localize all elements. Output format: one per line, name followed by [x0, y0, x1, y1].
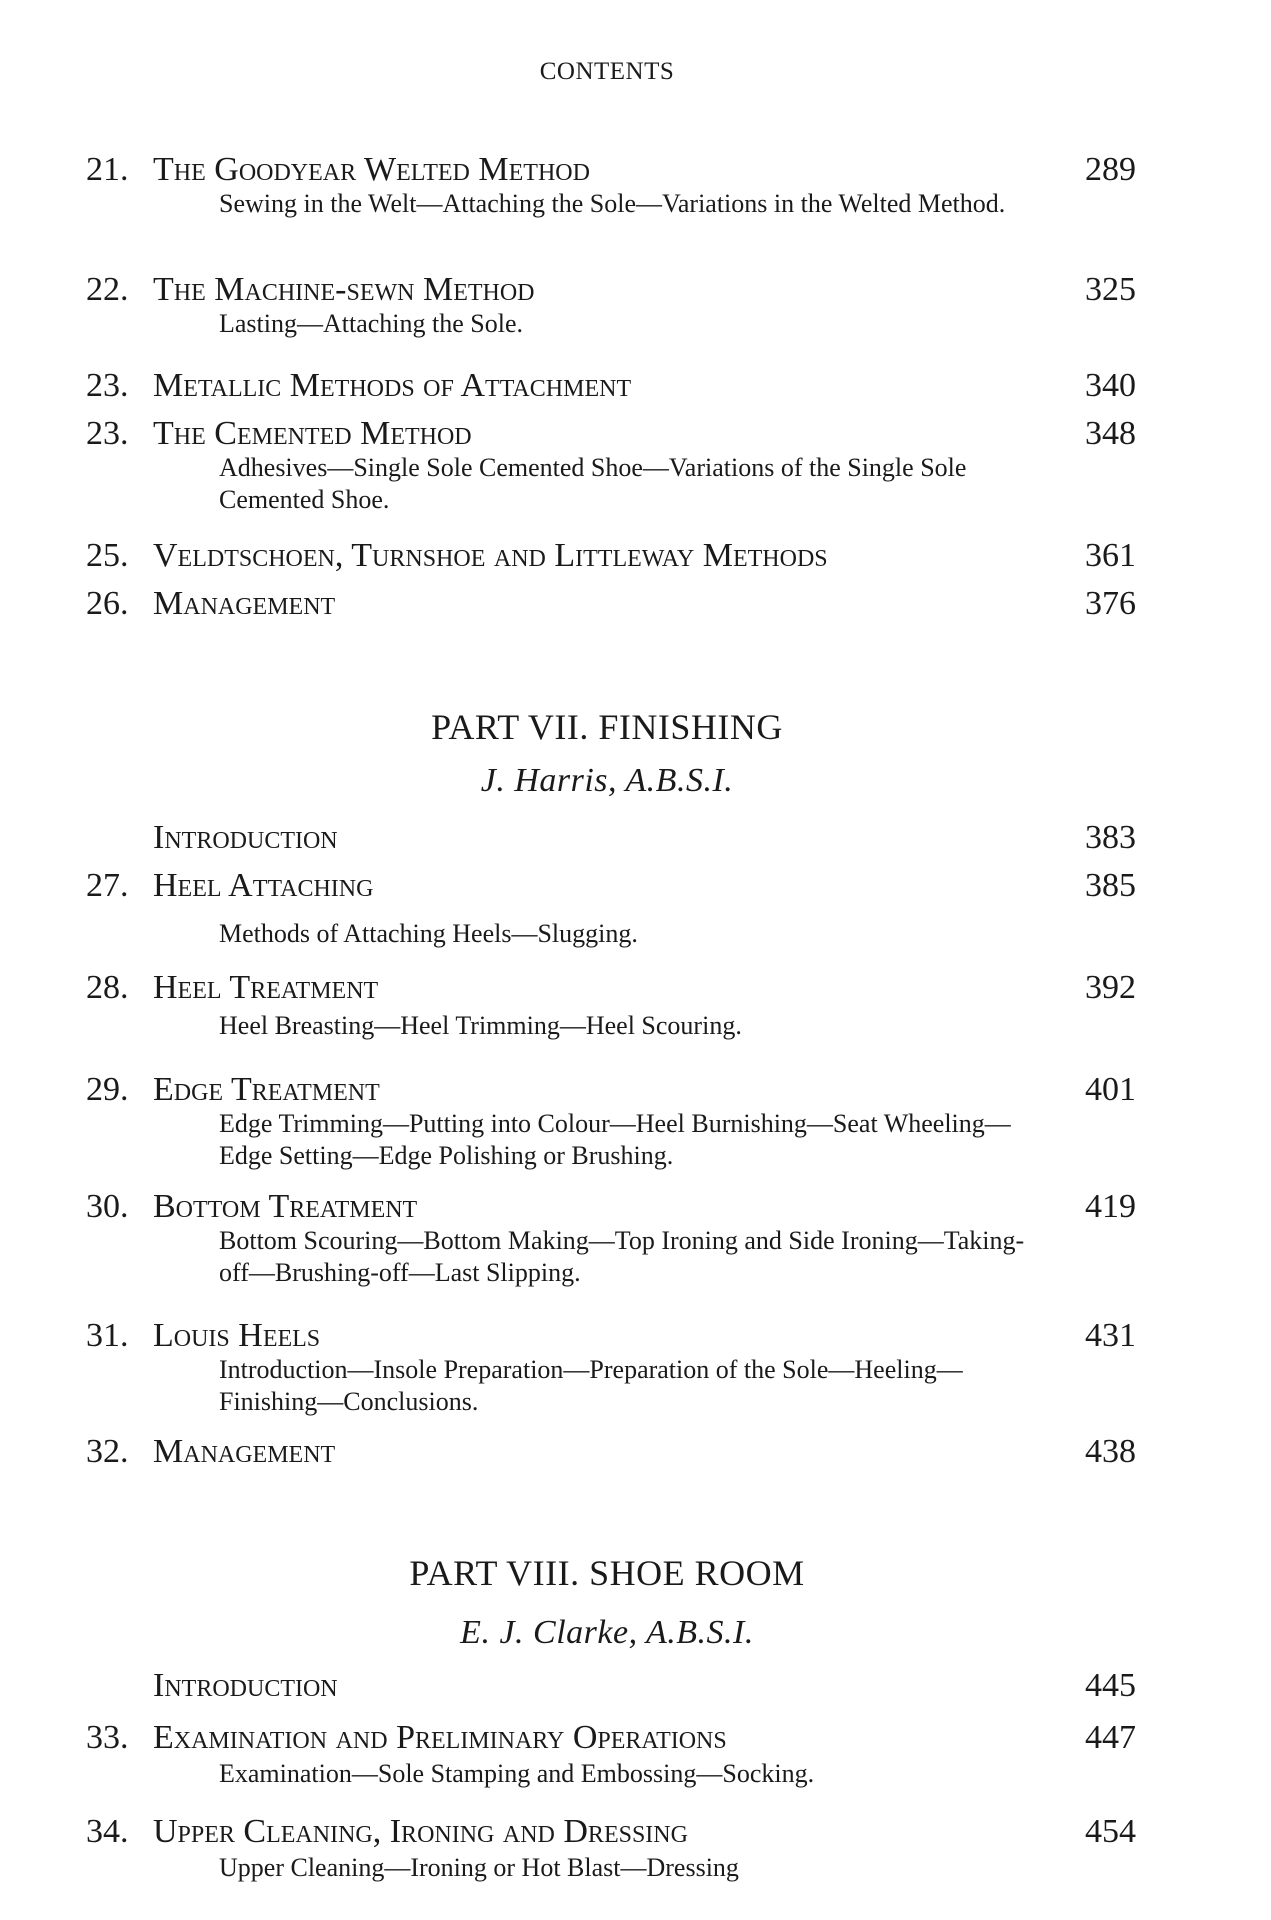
toc-entry[interactable] [0, 1187, 1271, 1287]
chapter-number: 31. [86, 1317, 129, 1354]
page-number: 431 [1085, 1317, 1136, 1354]
chapter-number: 28. [86, 969, 129, 1006]
chapter-title: The Machine-sewn Method [153, 271, 535, 308]
chapter-title: Edge Treatment [153, 1071, 380, 1108]
toc-entry[interactable] [0, 584, 1271, 624]
page-number: 438 [1085, 1433, 1136, 1470]
chapter-number: 25. [86, 537, 129, 574]
chapter-number: 22. [86, 271, 129, 308]
part-heading: PART VII. FINISHING [431, 707, 783, 747]
page-number: 348 [1085, 415, 1136, 452]
toc-entry[interactable] [0, 1432, 1271, 1472]
page-number: 325 [1085, 271, 1136, 308]
chapter-subtopics: Methods of Attaching Heels—Slugging. [219, 919, 638, 948]
page-number: 445 [1085, 1667, 1136, 1704]
chapter-title: Heel Attaching [153, 867, 374, 904]
chapter-number: 26. [86, 585, 129, 622]
chapter-subtopics: Sewing in the Welt—Attaching the Sole—Variations in the Welted Method. [219, 189, 1006, 218]
chapter-number: 34. [86, 1813, 129, 1850]
page-number: 289 [1085, 151, 1136, 188]
chapter-title: The Goodyear Welted Method [153, 151, 590, 188]
chapter-subtopics: Heel Breasting—Heel Trimming—Heel Scouring. [219, 1011, 742, 1040]
page-number: 401 [1085, 1071, 1136, 1108]
toc-entry[interactable] [0, 414, 1271, 514]
chapter-number: 29. [86, 1071, 129, 1108]
chapter-subtopics: Lasting—Attaching the Sole. [219, 309, 524, 338]
toc-entry[interactable] [0, 366, 1271, 406]
chapter-title: Metallic Methods of Attachment [153, 367, 632, 404]
chapter-number: 23. [86, 367, 129, 404]
toc-entry[interactable] [0, 1812, 1271, 1882]
chapter-title: The Cemented Method [153, 415, 472, 452]
chapter-title: Upper Cleaning, Ironing and Dressing [153, 1813, 688, 1850]
chapter-title: Management [153, 1433, 336, 1470]
part-author: E. J. Clarke, A.B.S.I. [460, 1614, 754, 1651]
toc-entry[interactable] [0, 1316, 1271, 1416]
page-number: 392 [1085, 969, 1136, 1006]
page-number: 447 [1085, 1719, 1136, 1756]
chapter-title: Introduction [153, 1667, 338, 1704]
page-number: 361 [1085, 537, 1136, 574]
toc-entry[interactable] [0, 536, 1271, 576]
chapter-title: Introduction [153, 819, 338, 856]
part-heading: PART VIII. SHOE ROOM [409, 1553, 805, 1593]
chapter-number: 21. [86, 151, 129, 188]
running-head: CONTENTS [539, 58, 675, 85]
chapter-title: Examination and Preliminary Operations [153, 1719, 727, 1756]
chapter-number: 32. [86, 1433, 129, 1470]
chapter-title: Heel Treatment [153, 969, 379, 1006]
page-number: 383 [1085, 819, 1136, 856]
toc-entry[interactable] [0, 270, 1271, 338]
toc-entry[interactable] [0, 818, 1271, 858]
chapter-subtopics: Edge Trimming—Putting into Colour—Heel Burnishing—Seat Wheeling—Edge Setting—Edge Polishing or Brushing. [219, 1109, 1011, 1170]
toc-entry[interactable] [0, 866, 1271, 948]
chapter-subtopics: Examination—Sole Stamping and Embossing—Socking. [219, 1759, 815, 1788]
chapter-subtopics: Bottom Scouring—Bottom Making—Top Ironing and Side Ironing—Taking-off—Brushing-off—Last Slipping. [219, 1226, 1025, 1287]
toc-entry[interactable] [0, 1070, 1271, 1170]
toc-entry[interactable] [0, 1666, 1271, 1706]
page-number: 376 [1085, 585, 1136, 622]
chapter-number: 27. [86, 867, 129, 904]
page-number: 454 [1085, 1813, 1136, 1850]
chapter-number: 23. [86, 415, 129, 452]
page-number: 340 [1085, 367, 1136, 404]
part-author: J. Harris, A.B.S.I. [480, 762, 734, 799]
chapter-number: 30. [86, 1188, 129, 1225]
chapter-subtopics: Upper Cleaning—Ironing or Hot Blast—Dressing [219, 1853, 739, 1882]
chapter-title: Bottom Treatment [153, 1188, 418, 1225]
page-number: 385 [1085, 867, 1136, 904]
chapter-title: Management [153, 585, 336, 622]
page-number: 419 [1085, 1188, 1136, 1225]
toc-entry[interactable] [0, 1718, 1271, 1788]
chapter-subtopics: Introduction—Insole Preparation—Preparation of the Sole—Heeling—Finishing—Conclusions. [219, 1355, 963, 1416]
toc-entry[interactable] [0, 968, 1271, 1040]
chapter-title: Veldtschoen, Turnshoe and Littleway Methods [153, 537, 828, 574]
chapter-subtopics: Adhesives—Single Sole Cemented Shoe—Variations of the Single Sole Cemented Shoe. [219, 453, 967, 514]
toc-entry[interactable] [0, 150, 1271, 218]
chapter-number: 33. [86, 1719, 129, 1756]
chapter-title: Louis Heels [153, 1317, 321, 1354]
